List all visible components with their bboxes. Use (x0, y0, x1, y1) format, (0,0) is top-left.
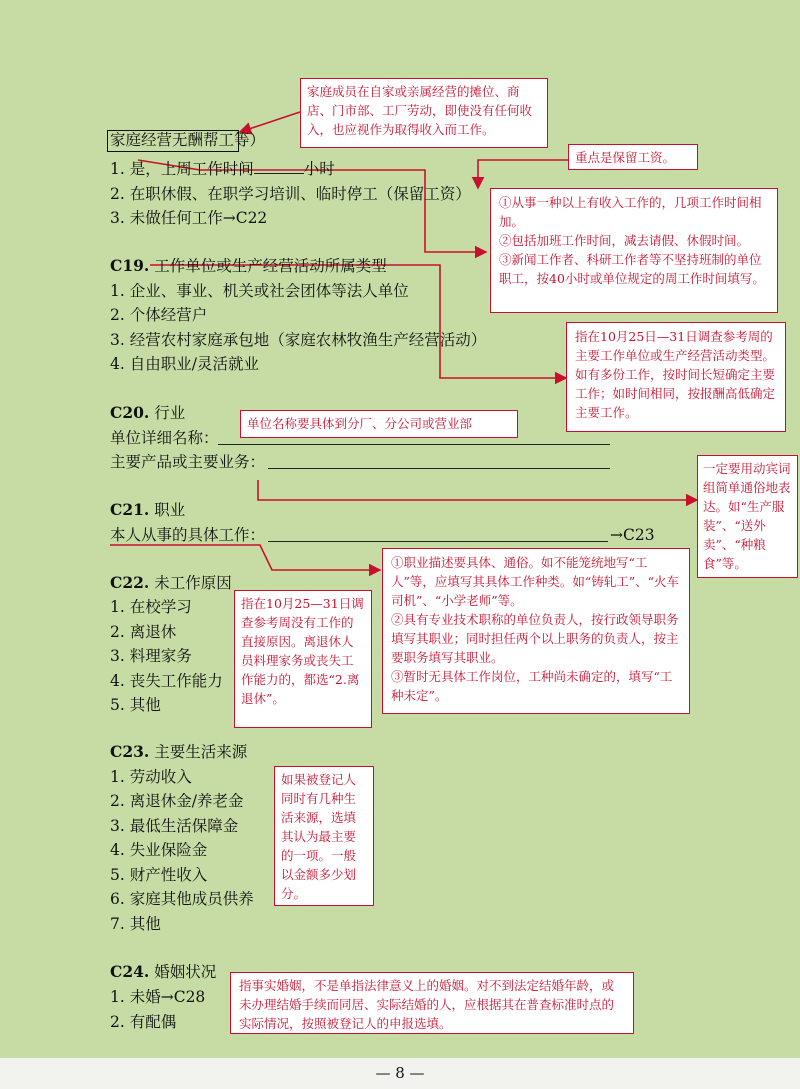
c18-option-3: 3. 未做任何工作→C22 (110, 209, 268, 227)
c24-heading (110, 962, 216, 982)
c22-option-2: 2. 离退休 (110, 623, 177, 641)
c23-option-6: 6. 家庭其他成员供养 (110, 890, 254, 908)
note-unit-type-text: 指在10月25日—31日调查参考周的主要工作单位或生产经营活动类型。如有多份工作，按时间长短确定主要工作；如时间相同，按报酬高低确定主要工作。 (575, 329, 776, 420)
note-not-working (234, 590, 372, 728)
main-business-field[interactable] (268, 468, 610, 469)
c24-num: C24. (110, 962, 150, 981)
note-family-labor (300, 78, 548, 148)
note-hours-1: ①从事一种以上有收入工作的，几项工作时间相加。 (499, 195, 762, 229)
note-family-text: 家庭成员在自家或亲属经营的摊位、商店、门市部、工厂劳动，即使没有任何收入，也应视作为取得收入而工作。 (307, 84, 533, 137)
c18-head-tail: 等） (234, 131, 266, 149)
c23-option-5: 5. 财产性收入 (110, 866, 208, 884)
note-marriage (230, 972, 634, 1034)
note-occupation-3: ③暂时无具体工作岗位，工种尚未确定的，填写“工种未定”。 (391, 669, 673, 703)
c21-goto: →C23 (610, 526, 655, 544)
note-marriage-text: 指事实婚姻，不是单指法律意义上的婚姻。对不到法定结婚年龄，或未办理结婚手续而同居、实际结婚的人，应根据其在普查标准时点的实际情况，按照被登记人的申报选填。 (239, 978, 615, 1031)
note-income-text: 如果被登记人同时有几种生活来源，选填其认为最主要的一项。一般以金额多少划分。 (281, 772, 357, 901)
c18-head-text: 家庭经营无酬帮工 (110, 131, 235, 149)
c18-head (110, 130, 265, 150)
c19-num: C19. (110, 256, 150, 275)
note-verb-phrase (697, 455, 798, 578)
note-occupation (382, 548, 690, 714)
note-verb-text: 一定要用动宾词组简单通俗地表达。如“生产服装”、“送外卖”、“种粮食”等。 (703, 461, 791, 571)
c21-heading (110, 500, 185, 520)
note-unit-name (240, 410, 518, 438)
c23-num: C23. (110, 742, 150, 761)
c23-option-4: 4. 失业保险金 (110, 841, 208, 859)
note-hours-2: ②包括加班工作时间，减去请假、休假时间。 (499, 233, 750, 248)
c22-option-5: 5. 其他 (110, 696, 161, 714)
c24-title: 婚姻状况 (154, 963, 217, 981)
note-unit-name-text: 单位名称要具体到分厂、分公司或营业部 (247, 416, 473, 431)
note-not-working-text: 指在10月25—31日调查参考周没有工作的直接原因。离退休人员料理家务或丧失工作能力的，都选“2.离退休”。 (241, 596, 364, 706)
c23-option-3: 3. 最低生活保障金 (110, 817, 239, 835)
c22-option-1: 1. 在校学习 (110, 598, 192, 616)
page-number: — 8 — (375, 1064, 425, 1082)
c22-option-4: 4. 丧失工作能力 (110, 672, 223, 690)
c20-title: 行业 (154, 404, 186, 422)
c19-title: 工作单位或生产经营活动所属类型 (154, 257, 387, 275)
c19-option-1: 1. 企业、事业、机关或社会团体等法人单位 (110, 282, 409, 300)
note-occupation-2: ②具有专业技术职称的单位负责人，按行政领导职务填写其职业；同时担任两个以上职务的负责人，按主要职务填写其职业。 (391, 612, 679, 665)
note-hours (490, 188, 778, 313)
main-business-label: 主要产品或主要业务： (110, 453, 266, 471)
c21-num: C21. (110, 500, 150, 519)
c20-num: C20. (110, 403, 150, 422)
c19-option-2: 2. 个体经营户 (110, 306, 208, 324)
c20-heading (110, 403, 185, 423)
job-field[interactable] (268, 541, 608, 542)
hours-unit: 小时 (303, 160, 335, 178)
note-wage-text: 重点是保留工资。 (575, 150, 676, 165)
c23-option-1: 1. 劳动收入 (110, 768, 192, 786)
c24-option-2: 2. 有配偶 (110, 1013, 177, 1031)
c23-title: 主要生活来源 (154, 743, 248, 761)
c19-option-3: 3. 经营农村家庭承包地（家庭农林牧渔生产经营活动） (110, 331, 487, 349)
c23-option-7: 7. 其他 (110, 915, 161, 933)
c18-option-1 (110, 159, 335, 179)
note-wage (568, 144, 698, 170)
note-hours-3: ③新闻工作者、科研工作者等不坚持班制的单位职工，按40小时或单位规定的周工作时间填写。 (499, 252, 765, 286)
c21-title: 职业 (154, 501, 186, 519)
c22-title: 未工作原因 (154, 574, 232, 592)
c22-heading (110, 573, 232, 593)
note-occupation-1: ①职业描述要具体、通俗。如不能笼统地写“工人”等，应填写其具体工作种类。如“铸轧工”、“火车司机”、“小学老师”等。 (391, 555, 680, 608)
note-unit-type (566, 322, 786, 432)
c22-option-3: 3. 料理家务 (110, 647, 192, 665)
c19-heading (110, 256, 387, 276)
c24-option-1: 1. 未婚→C28 (110, 988, 206, 1006)
c22-num: C22. (110, 573, 150, 592)
c23-option-2: 2. 离退休金/养老金 (110, 792, 244, 810)
job-label: 本人从事的具体工作： (110, 526, 266, 544)
note-income (274, 766, 374, 906)
unit-name-field[interactable] (218, 444, 610, 445)
hours-blank (254, 173, 304, 174)
unit-name-label: 单位详细名称： (110, 429, 219, 447)
c23-heading (110, 742, 247, 762)
c19-option-4: 4. 自由职业/灵活就业 (110, 355, 259, 373)
c18-option-1-label: 1. 是，上周工作时间 (110, 160, 254, 178)
c18-option-2: 2. 在职休假、在职学习培训、临时停工（保留工资） (110, 185, 471, 203)
